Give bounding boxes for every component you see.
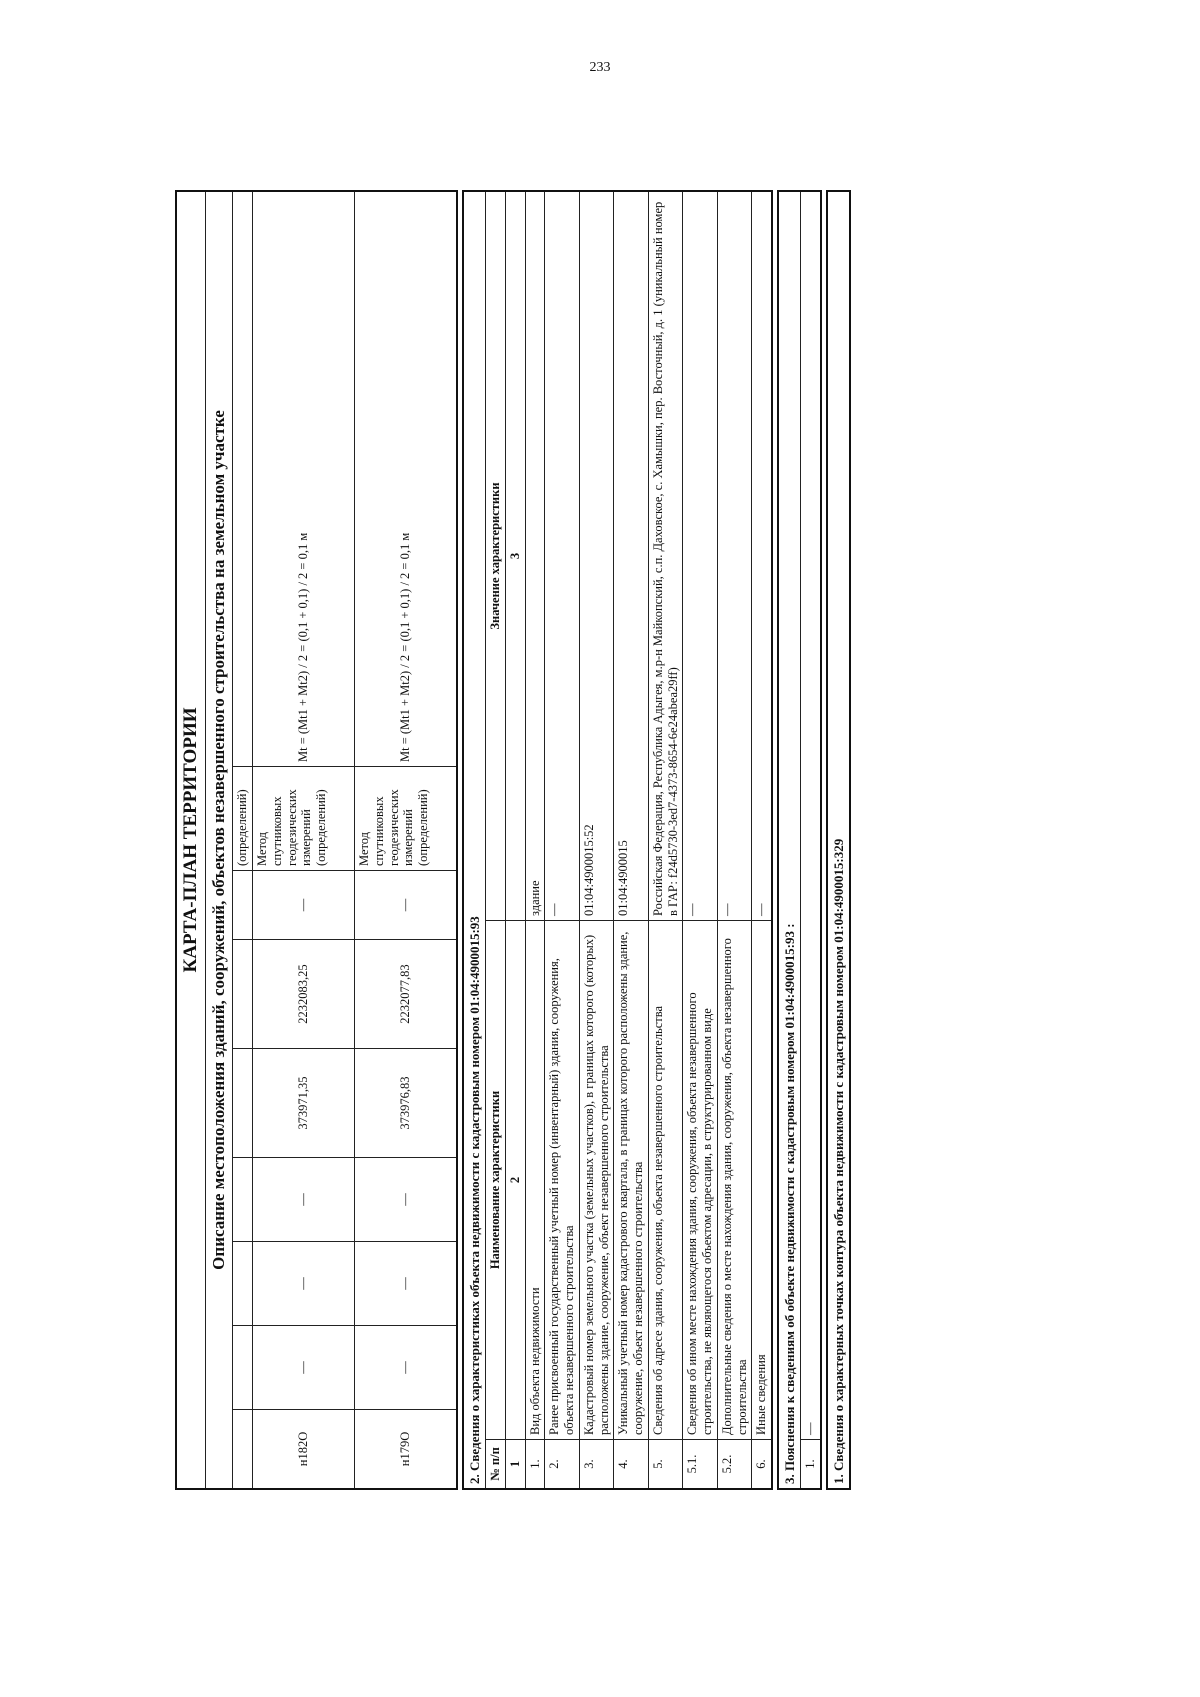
table-row <box>801 191 821 1489</box>
method: Метод спутниковых геодезических измерений (определений) <box>253 767 355 871</box>
table-row <box>752 191 772 1489</box>
method-header-cont: (определений) <box>233 767 253 871</box>
row-num: 1. <box>801 1440 821 1490</box>
row-name: Уникальный учетный номер кадастрового квартала, в границах которого расположены здание, сооружение, объект незавершенного строительства <box>614 921 649 1440</box>
col-num: 3 <box>505 191 525 921</box>
formula: Mt = (Mt1 + Mt2) / 2 = (0,1 + 0,1) / 2 = 0,1 м <box>253 191 355 767</box>
contour-points-table <box>826 190 851 1490</box>
row-num: 2. <box>545 1440 580 1490</box>
row-name: Дополнительные сведения о месте нахождения здания, сооружения, объекта незавершенного строительства <box>717 921 752 1440</box>
row-num: 4. <box>614 1440 649 1490</box>
cell: — <box>355 1158 457 1242</box>
row-num: 5.1. <box>683 1440 718 1490</box>
col-header: № п/п <box>486 1440 506 1490</box>
row-name: Сведения об адресе здания, сооружения, объекта незавершенного строительства <box>648 921 683 1440</box>
table-row <box>253 191 355 1489</box>
row-value: — <box>683 191 718 921</box>
row-value: Российская Федерация, Республика Адыгея, м.р-н Майкопский, с.п. Даховское, с. Хамышки, пер. Восточный, д. 1 (уникальный номер в ГАР: f24d5730-3ed7-4373-8654-6e24abea29ff) <box>648 191 683 921</box>
page-subtitle: Описание местоположения зданий, сооружений, объектов незавершенного строительства на земельном участке <box>206 191 233 1489</box>
formula: Mt = (Mt1 + Mt2) / 2 = (0,1 + 0,1) / 2 = 0,1 м <box>355 191 457 767</box>
coord-y: 2232077,83 <box>355 940 457 1049</box>
row-value: — <box>717 191 752 921</box>
table-row <box>614 191 649 1489</box>
row-value: — <box>752 191 772 921</box>
table-row <box>717 191 752 1489</box>
rotated-page <box>175 190 1025 1490</box>
cell: — <box>253 1326 355 1410</box>
method: Метод спутниковых геодезических измерений (определений) <box>355 767 457 871</box>
cell: — <box>355 871 457 940</box>
cell: — <box>355 1242 457 1326</box>
row-name: Сведения об ином месте нахождения здания, сооружения, объекта незавершенного строительства, не являющегося объектом адресации, в структурированном виде <box>683 921 718 1440</box>
section-last-heading: 1. Сведения о характерных точках контура объекта недвижимости с кадастровым номером 01:04:4900015:329 <box>827 191 850 1489</box>
row-num: 5. <box>648 1440 683 1490</box>
row-name: Иные сведения <box>752 921 772 1440</box>
coord-x: 373971,35 <box>253 1049 355 1158</box>
point-name: н182О <box>253 1410 355 1490</box>
section2-heading: 2. Сведения о характеристиках объекта недвижимости с кадастровым номером 01:04:4900015:93 <box>463 191 486 1489</box>
table-row <box>355 191 457 1489</box>
table-row <box>579 191 614 1489</box>
col-num: 2 <box>505 921 525 1440</box>
table-row <box>683 191 718 1489</box>
row-text: — <box>801 191 821 1440</box>
cell: — <box>253 871 355 940</box>
table-row <box>545 191 580 1489</box>
row-name: Вид объекта недвижимости <box>525 921 545 1440</box>
row-value: — <box>545 191 580 921</box>
col-header: Наименование характеристики <box>486 921 506 1440</box>
row-num: 6. <box>752 1440 772 1490</box>
cell: — <box>253 1242 355 1326</box>
col-header: Значение характеристики <box>486 191 506 921</box>
points-table <box>175 190 458 1490</box>
notes-table <box>777 190 822 1490</box>
row-value: 01:04:4900015 <box>614 191 649 921</box>
section3-heading: 3. Пояснения к сведениям об объекте недвижимости с кадастровым номером 01:04:4900015:93 : <box>778 191 801 1489</box>
page-number: 233 <box>589 60 611 75</box>
page-title: КАРТА-ПЛАН ТЕРРИТОРИИ <box>176 191 206 1489</box>
col-num: 1 <box>505 1440 525 1490</box>
row-value: здание <box>525 191 545 921</box>
cell: — <box>355 1326 457 1410</box>
characteristics-table <box>462 190 773 1490</box>
table-row <box>525 191 545 1489</box>
row-num: 3. <box>579 1440 614 1490</box>
point-name: н179О <box>355 1410 457 1490</box>
table-row <box>648 191 683 1489</box>
coord-x: 373976,83 <box>355 1049 457 1158</box>
row-num: 1. <box>525 1440 545 1490</box>
row-num: 5.2. <box>717 1440 752 1490</box>
row-name: Ранее присвоенный государственный учетный номер (инвентарный) здания, сооружения, объекта незавершенного строительства <box>545 921 580 1440</box>
coord-y: 2232083,25 <box>253 940 355 1049</box>
row-name: Кадастровый номер земельного участка (земельных участков), в границах которого (которых) расположены здание, сооружение, объект незавершенного строительства <box>579 921 614 1440</box>
row-value: 01:04:4900015:52 <box>579 191 614 921</box>
cell: — <box>253 1158 355 1242</box>
